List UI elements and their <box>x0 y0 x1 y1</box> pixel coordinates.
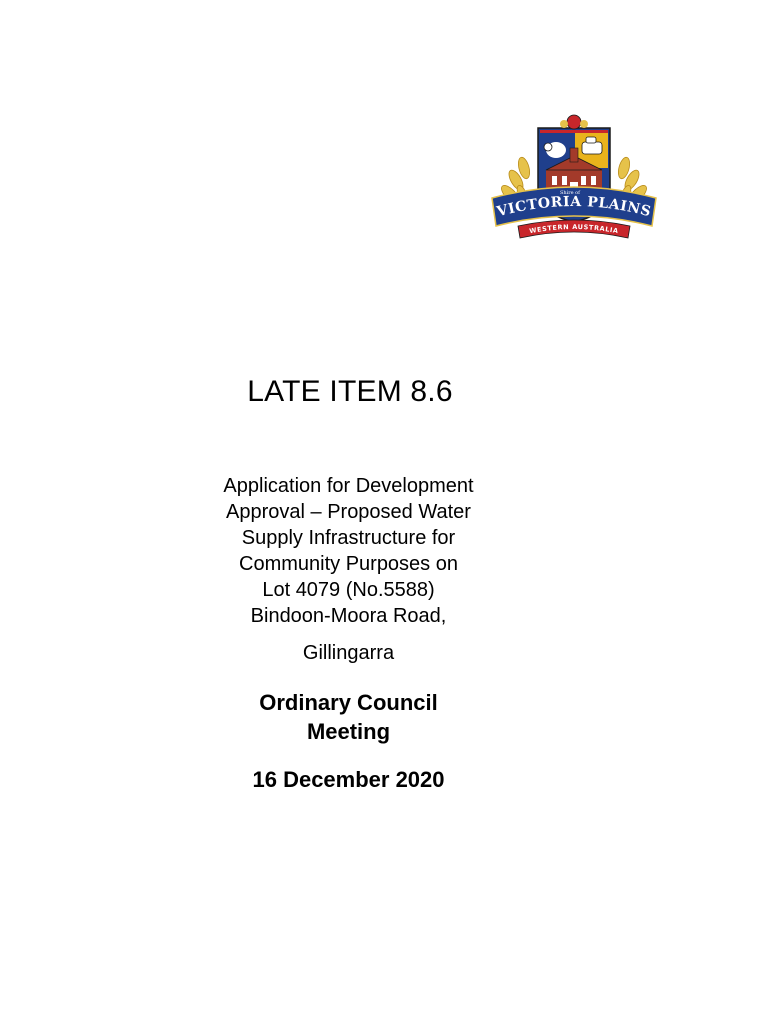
description-line: Community Purposes on <box>239 553 458 575</box>
item-description <box>0 473 697 666</box>
meeting-line: Ordinary Council <box>259 690 438 715</box>
sub-banner-text: WESTERN AUSTRALIA <box>528 222 620 236</box>
description-line: Approval – Proposed Water <box>226 501 471 523</box>
meeting-line: Meeting <box>306 719 391 744</box>
meeting-name <box>0 688 697 746</box>
shire-crest-logo <box>486 110 662 254</box>
description-line: Supply Infrastructure for <box>241 527 456 549</box>
banner-text: VICTORIA PLAINS <box>495 193 653 221</box>
description-line: Bindoon-Moora Road, <box>250 605 447 627</box>
sub-ribbon-icon <box>518 220 630 238</box>
description-line: Lot 4079 (No.5588) <box>262 579 435 601</box>
shire-of-text: Shire of <box>559 190 581 196</box>
meeting-date: 16 December 2020 <box>252 767 445 792</box>
description-location: Gillingarra <box>302 642 395 664</box>
page-title: LATE ITEM 8.6 <box>247 375 453 408</box>
description-line: Application for Development <box>223 475 474 497</box>
